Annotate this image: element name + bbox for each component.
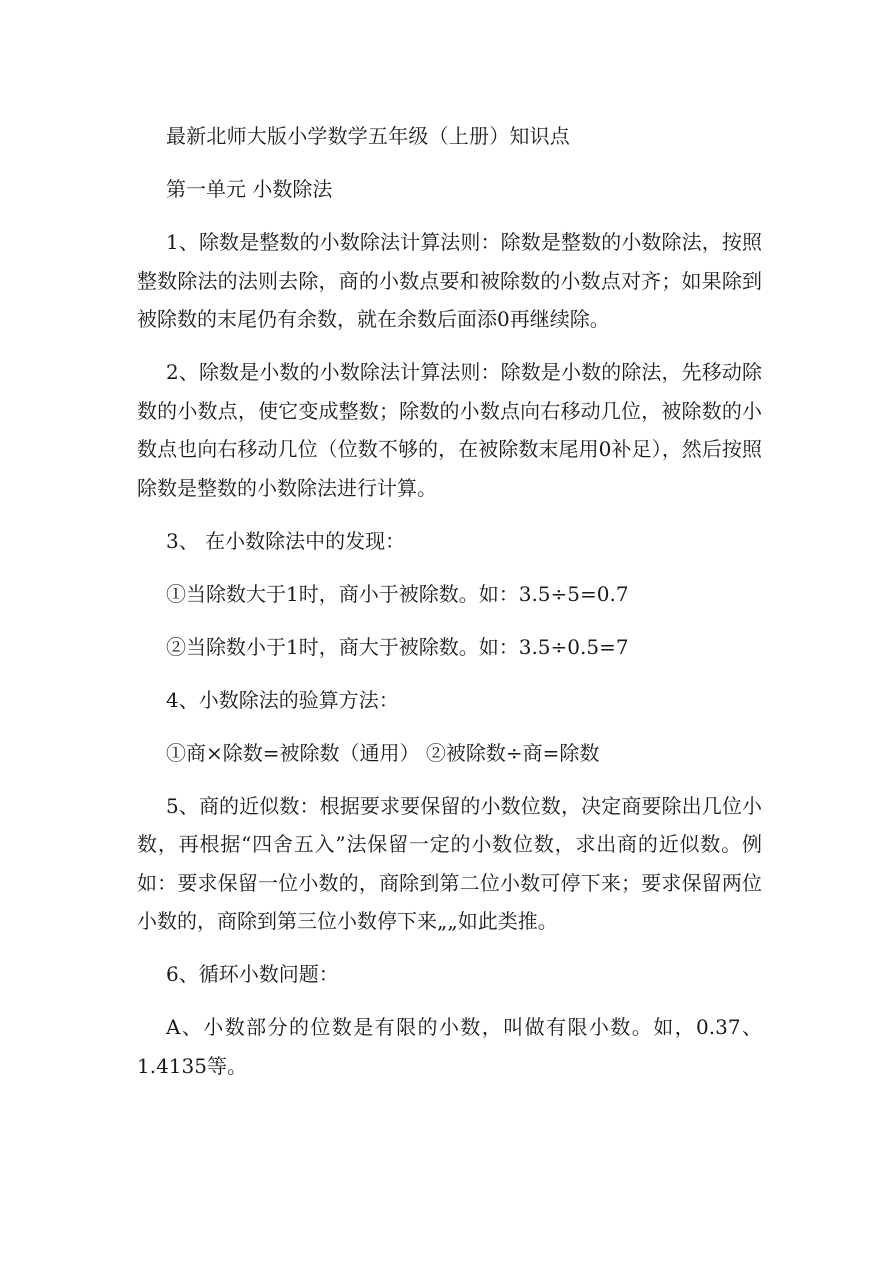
- paragraph-6: 6、循环小数问题：: [166, 962, 339, 986]
- document-body: [137, 117, 762, 1100]
- paragraph-3-item-1: ①当除数大于1时，商小于被除数。如：3.5÷5=0.7: [166, 581, 629, 606]
- unit-heading: 第一单元 小数除法: [166, 177, 333, 201]
- paragraph-3-item-2: ②当除数小于1时，商大于被除数。如：3.5÷0.5=7: [166, 634, 629, 659]
- paragraph-5: 5、商的近似数：根据要求要保留的小数位数，决定商要除出几位小数，再根据“四舍五入”法保留一定的小数位数，求出商的近似数。例如：要求保留一位小数的，商除到第二位小数可停下来；要求保留两位小数的，商除到第三位小数停下来„„如此类推。: [137, 793, 762, 933]
- paragraph-6-item-a: A、小数部分的位数是有限的小数，叫做有限小数。如，0.37、1.4135等。: [137, 1015, 762, 1078]
- paragraph-1: 1、除数是整数的小数除法计算法则：除数是整数的小数除法，按照整数除法的法则去除，商的小数点要和被除数的小数点对齐；如果除到被除数的末尾仍有余数，就在余数后面添0再继续除。: [137, 230, 762, 331]
- paragraph-4-item: ①商×除数=被除数（通用） ②被除数÷商=除数: [166, 740, 600, 765]
- paragraph-3: 3、 在小数除法中的发现：: [166, 528, 406, 553]
- paragraph-2: 2、除数是小数的小数除法计算法则：除数是小数的除法，先移动除数的小数点，使它变成整数；除数的小数点向右移动几位，被除数的小数点也向右移动几位（位数不够的，在被除数末尾用0补足），然后按照除数是整数的小数除法进行计算。: [137, 360, 762, 500]
- document-title: 最新北师大版小学数学五年级（上册）知识点: [166, 124, 570, 148]
- paragraph-4: 4、小数除法的验算方法：: [166, 687, 399, 712]
